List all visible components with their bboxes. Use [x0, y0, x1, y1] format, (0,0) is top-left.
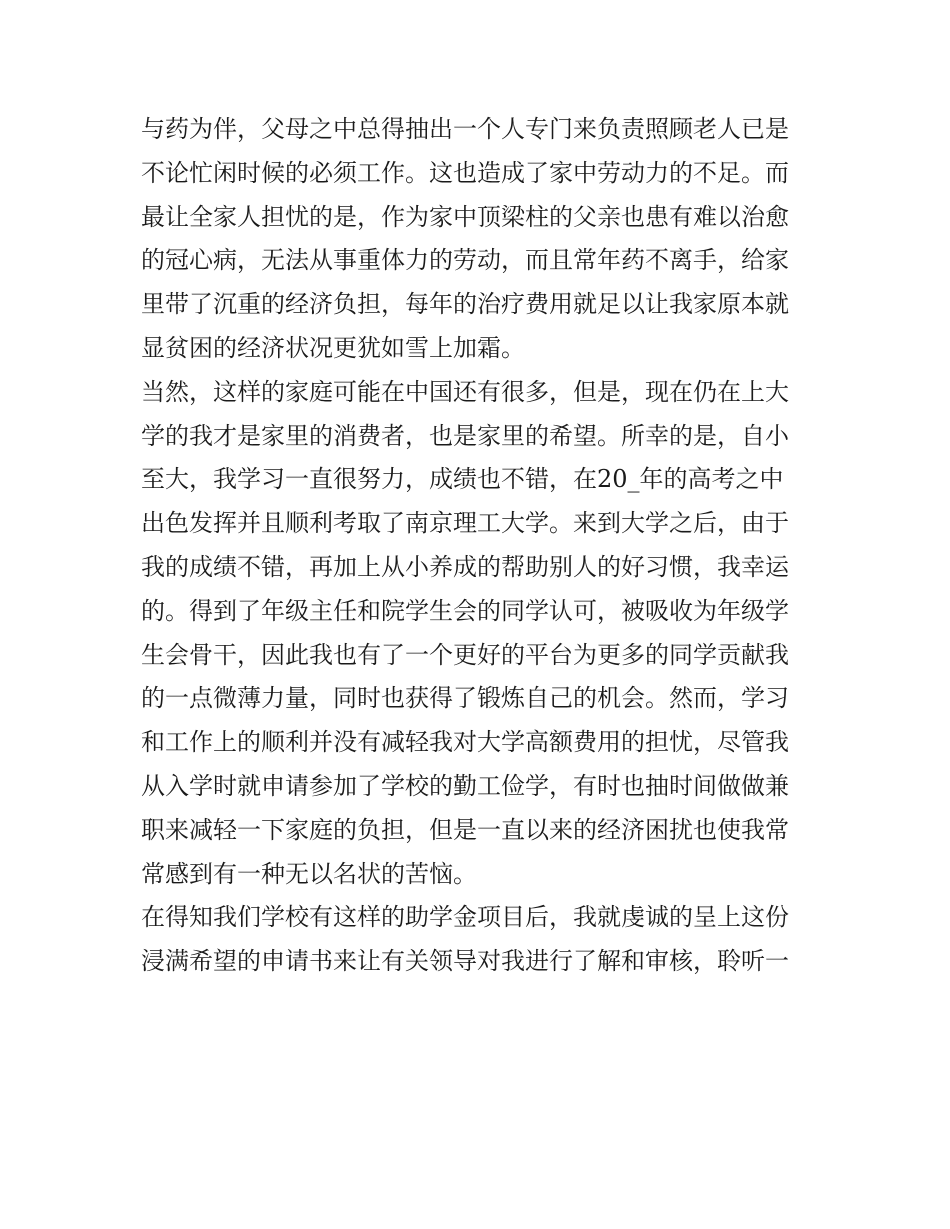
text-line: 学的我才是家里的消费者，也是家里的希望。所幸的是，自小 [141, 421, 789, 450]
text-line: 的。得到了年级主任和院学生会的同学认可，被吸收为年级学 [141, 596, 789, 625]
text-line: 与药为伴，父母之中总得抽出一个人专门来负责照顾老人已是 [141, 115, 789, 143]
text-line: 在得知我们学校有这样的助学金项目后，我就虔诚的呈上这份 [141, 903, 789, 932]
text-line: 从入学时就申请参加了学校的勤工俭学，有时也抽时间做做兼 [141, 771, 789, 800]
text-line: 显贫困的经济状况更犹如雪上加霜。 [141, 333, 525, 362]
text-line: 当然，这样的家庭可能在中国还有很多，但是，现在仍在上大 [141, 377, 789, 406]
document-body [141, 108, 821, 984]
text-line: 生会骨干，因此我也有了一个更好的平台为更多的同学贡献我 [141, 640, 789, 669]
text-line: 的冠心病，无法从事重体力的劳动，而且常年药不离手，给家 [141, 246, 789, 275]
text-line: 出色发挥并且顺利考取了南京理工大学。来到大学之后，由于 [141, 509, 789, 538]
text-line: 至大，我学习一直很努力，成绩也不错，在20_年的高考之中 [141, 465, 784, 494]
text-line: 常感到有一种无以名状的苦恼。 [141, 859, 477, 888]
text-line: 的一点微薄力量，同时也获得了锻炼自己的机会。然而，学习 [141, 684, 789, 713]
text-line: 我的成绩不错，再加上从小养成的帮助别人的好习惯，我幸运 [141, 552, 789, 581]
text-line: 和工作上的顺利并没有减轻我对大学高额费用的担忧，尽管我 [141, 728, 789, 757]
text-line: 里带了沉重的经济负担，每年的治疗费用就足以让我家原本就 [141, 290, 789, 319]
text-line: 不论忙闲时候的必须工作。这也造成了家中劳动力的不足。而 [141, 158, 789, 187]
text-line: 职来减轻一下家庭的负担，但是一直以来的经济困扰也使我常 [141, 815, 789, 844]
text-line: 最让全家人担忧的是，作为家中顶梁柱的父亲也患有难以治愈 [141, 202, 789, 231]
text-line: 浸满希望的申请书来让有关领导对我进行了解和审核，聆听一 [141, 947, 789, 976]
